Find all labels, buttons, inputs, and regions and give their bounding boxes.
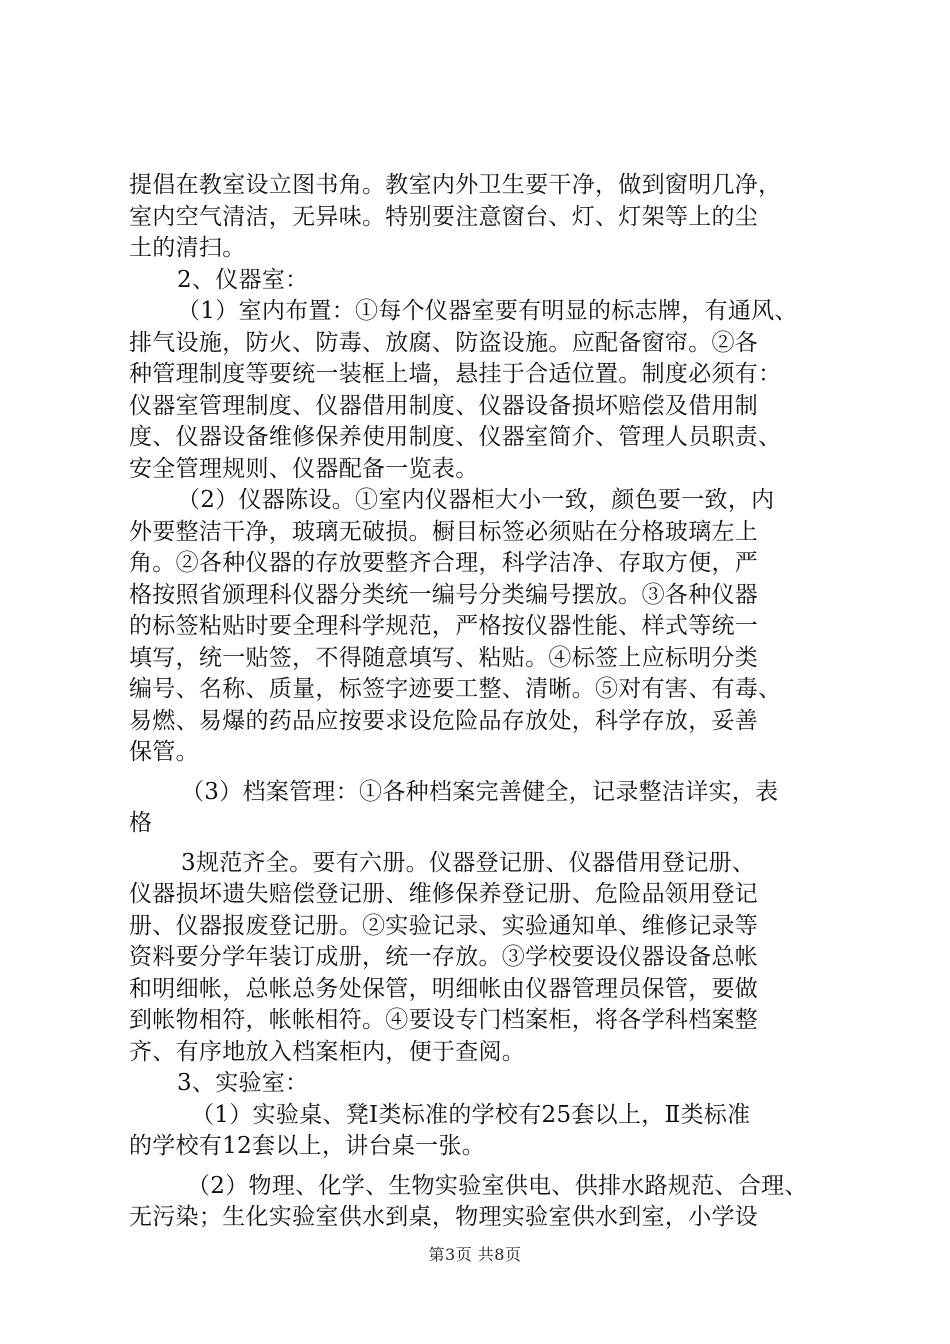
text-line: 外要整洁干净，玻璃无破损。橱目标签必须贴在分格玻璃左上 [129, 518, 759, 545]
text-line: 角。②各种仪器的存放要整齐合理，科学洁净、存取方便，严 [129, 550, 759, 576]
text-line: 室内空气清洁，无异味。特别要注意窗台、灯、灯架等上的尘 [129, 203, 759, 230]
text-line: 土的清扫。 [129, 235, 246, 261]
text-line: （3）档案管理：①各种档案完善健全，记录整洁详实，表 [181, 778, 779, 805]
text-line: （2）物理、化学、生物实验室供电、供排水路规范、合理、 [187, 1172, 808, 1199]
text-line: 无污染；生化实验室供水到桌，物理实验室供水到室，小学设 [129, 1204, 759, 1230]
text-line: 易燃、易爆的药品应按要求设危险品存放处，科学存放，妥善 [129, 707, 759, 734]
section-heading-instrument-room: 2、仪器室： [177, 266, 309, 293]
text-line: 的标签粘贴时要全理科学规范，严格按仪器性能、样式等统一 [129, 613, 759, 639]
text-line: 3规范齐全。要有六册。仪器登记册、仪器借用登记册、 [181, 849, 756, 876]
text-line: 齐、有序地放入档案柜内，便于查阅。 [129, 1038, 526, 1065]
text-line: 册、仪器报废登记册。②实验记录、实验通知单、维修记录等 [129, 912, 759, 939]
text-line: 格 [129, 810, 153, 836]
section-heading-lab: 3、实验室： [177, 1070, 309, 1096]
text-line: 的学校有12套以上，讲台桌一张。 [129, 1133, 486, 1159]
text-line: 保管。 [129, 739, 199, 765]
text-line: 种管理制度等要统一装框上墙，悬挂于合适位置。制度必须有： [129, 361, 782, 387]
text-line: 格按照省颁理科仪器分类统一编号分类编号摆放。③各种仪器 [129, 581, 759, 608]
text-line: （2）仪器陈设。①室内仪器柜大小一致，颜色要一致，内 [177, 487, 775, 513]
text-line: 仪器室管理制度、仪器借用制度、仪器设备损坏赔偿及借用制 [129, 392, 759, 419]
text-line: 填写，统一贴签，不得随意填写、粘贴。④标签上应标明分类 [129, 644, 759, 671]
text-line: （1）室内布置：①每个仪器室要有明显的标志牌，有通风、 [177, 298, 798, 324]
text-line: 仪器损坏遗失赔偿登记册、维修保养登记册、危险品领用登记 [129, 881, 759, 907]
text-line: 安全管理规则、仪器配备一览表。 [129, 455, 479, 482]
text-line: 排气设施，防火、防毒、放腐、防盗设施。应配备窗帘。②各 [129, 329, 759, 356]
document-body [129, 170, 834, 1234]
text-line: 提倡在教室设立图书角。教室内外卫生要干净，做到窗明几净， [129, 172, 782, 198]
text-line: 编号、名称、质量，标签字迹要工整、清晰。⑤对有害、有毒、 [129, 676, 782, 702]
text-line: 到帐物相符，帐帐相符。④要设专门档案柜，将各学科档案整 [129, 1007, 759, 1033]
text-line: 度、仪器设备维修保养使用制度、仪器室简介、管理人员职责、 [129, 424, 782, 450]
page-number: 第3页 共8页 [428, 1245, 522, 1264]
text-line: 资料要分学年装订成册，统一存放。③学校要设仪器设备总帐 [129, 944, 759, 970]
text-line: （1）实验桌、凳Ⅰ类标准的学校有25套以上，Ⅱ类标准 [191, 1101, 751, 1128]
text-line: 和明细帐，总帐总务处保管，明细帐由仪器管理员保管，要做 [129, 975, 759, 1002]
